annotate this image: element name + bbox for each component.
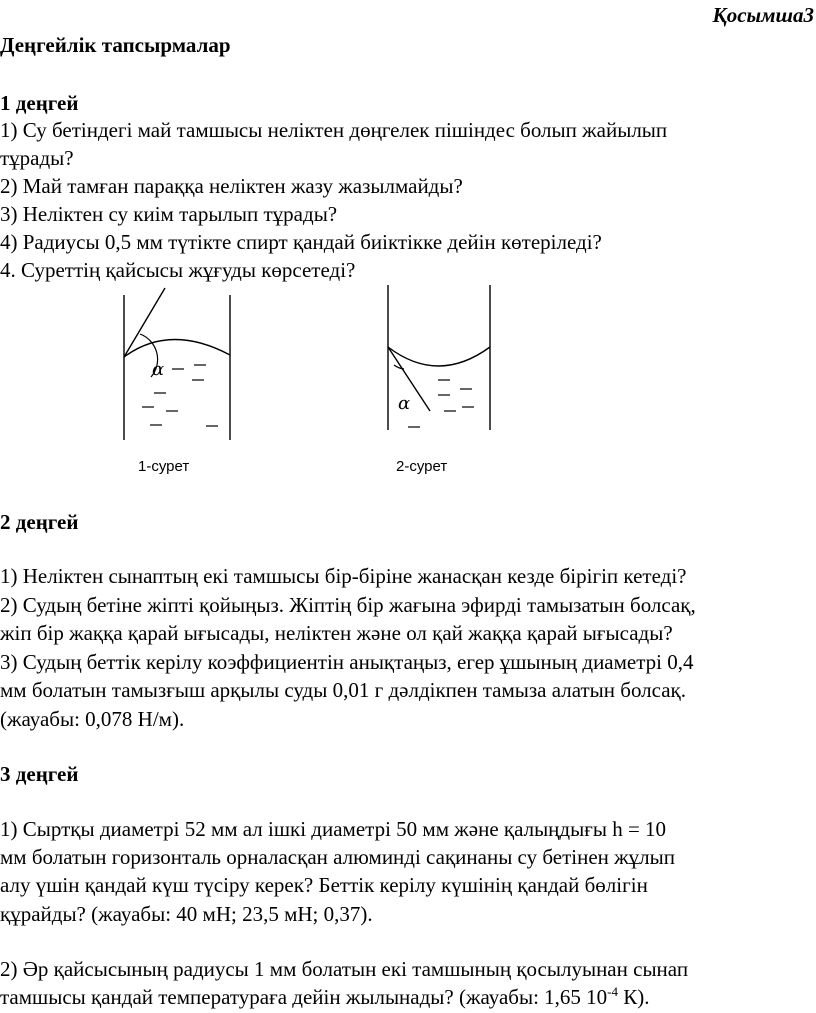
level3-question-2-exponent: -4 [607, 984, 619, 999]
level1-question-3: 3) Неліктен су киім тарылып тұрады? [0, 202, 338, 226]
figure-2-angle-symbol: α [398, 393, 411, 414]
figure-1-caption: 1-сурет [138, 458, 190, 475]
level2-question-3-line-2: мм болатын тамызғыш арқылы суды 0,01 г дәлдікпен тамыза алатын болсақ. [0, 678, 687, 702]
figure-2-liquid-dashes [408, 380, 474, 427]
level3-question-2-line-1: 2) Әр қайсысының радиусы 1 мм болатын екі тамшының қосылуынан сынап [0, 957, 689, 981]
level3-question-1-line-2: мм болатын горизонталь орналасқан алюминді сақинаны су бетінен жұлып [0, 845, 675, 869]
level2-question-3-line-1: 3) Судың беттік керілу коэффициентін анықтаңыз, егер ұшының диаметрі 0,4 [0, 650, 694, 674]
level3-title: 3 деңгей [0, 762, 79, 786]
level2-question-1: 1) Неліктен сынаптың екі тамшысы бір-біріне жанасқан кезде бірігіп кетеді? [0, 564, 687, 588]
level1-question-5: 4. Суреттің қайсысы жұғуды көрсетеді? [0, 258, 356, 282]
figure-1-meniscus [124, 339, 230, 357]
level3-question-1-line-4: құрайды? (жауабы: 40 мН; 23,5 мН; 0,37). [0, 902, 373, 926]
level2-title: 2 деңгей [0, 510, 79, 534]
level1-title: 1 деңгей [0, 91, 79, 115]
figure-2-meniscus [388, 347, 490, 366]
level2-question-3-line-3: (жауабы: 0,078 Н/м). [0, 707, 185, 731]
figure-2-nonwetting-diagram [378, 285, 508, 445]
level1-question-4: 4) Радиусы 0,5 мм түтікте спирт қандай биіктікке дейін көтеріледі? [0, 230, 602, 254]
appendix-label: Қосымша3 [712, 3, 814, 27]
figure-2-caption: 2-сурет [396, 458, 448, 475]
figure-1-angle-symbol: α [152, 359, 165, 380]
figure-2-angle-arc [394, 365, 404, 369]
level3-question-1-line-1: 1) Сыртқы диаметрі 52 мм ал ішкі диаметрі 50 мм және қалыңдығы h = 10 [0, 817, 667, 841]
figure-1-tangent-line [124, 288, 165, 357]
page-heading: Деңгейлік тапсырмалар [0, 33, 231, 57]
level3-question-2-text-b: К). [618, 985, 650, 1009]
level1-question-1-line-1: 1) Су бетіндегі май тамшысы неліктен дөңгелек пішіндес болып жайылып [0, 118, 668, 142]
level2-question-2-line-2: жіп бір жаққа қарай ығысады, неліктен және ол қай жаққа қарай ығысады? [0, 621, 673, 645]
level3-question-2-line-2 [0, 985, 650, 1010]
level3-question-1-line-3: алу үшін қандай күш түсіру керек? Беттік керілу күшінің қандай бөлігін [0, 873, 648, 897]
level1-question-2: 2) Май тамған параққа неліктен жазу жазылмайды? [0, 174, 463, 198]
level3-question-2-text-a: тамшысы қандай температураға дейін жылынады? (жауабы: 1,65 10 [0, 985, 608, 1009]
figure-1-wetting-diagram [110, 285, 240, 445]
level1-question-1-line-2: тұрады? [0, 146, 74, 170]
level2-question-2-line-1: 2) Судың бетіне жіпті қойыңыз. Жіптің бір жағына эфирді тамызатын болсақ, [0, 593, 696, 617]
